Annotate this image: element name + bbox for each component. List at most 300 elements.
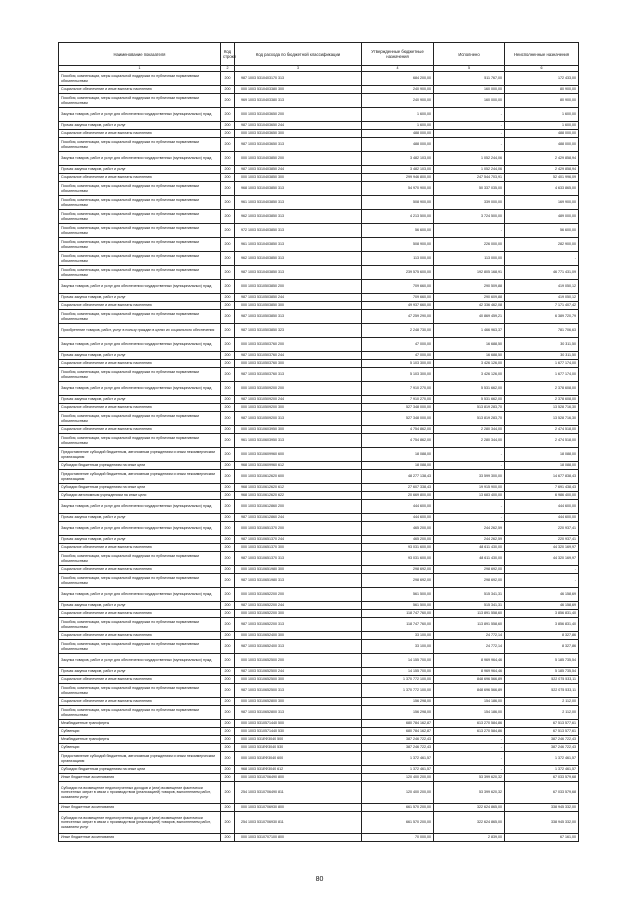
table-row xyxy=(59,766,579,774)
row-approved: 444 600,00 xyxy=(362,500,434,514)
row-unexecuted: 282 900,00 xyxy=(505,238,579,252)
row-line-code: 200 xyxy=(221,610,235,618)
row-executed: 53 399 620,32 xyxy=(434,782,505,804)
row-executed: - xyxy=(434,108,505,122)
row-executed: 244 262,59 xyxy=(434,522,505,536)
row-executed: - xyxy=(434,224,505,238)
row-executed: 16 688,50 xyxy=(434,352,505,360)
table-row xyxy=(59,310,579,324)
row-name: Прочая закупка товаров, работ и услуг xyxy=(59,602,221,610)
row-executed: 3 426 126,00 xyxy=(434,368,505,382)
row-approved: 93 031 600,00 xyxy=(362,544,434,552)
row-line-code: 200 xyxy=(221,294,235,302)
table-row xyxy=(59,302,579,310)
row-executed: 247 544 703,91 xyxy=(434,174,505,182)
row-unexecuted: 2 112,00 xyxy=(505,706,579,720)
row-executed: 5 531 662,00 xyxy=(434,396,505,404)
header-unexecuted: Неисполненные назначения xyxy=(505,43,579,66)
row-classification-code: 987 1003 5310403850 244 xyxy=(235,166,362,174)
row-executed: 42 336 462,08 xyxy=(434,302,505,310)
row-executed: 511 767,00 xyxy=(434,72,505,86)
row-classification-code: 987 1003 5310403850 313 xyxy=(235,266,362,280)
table-row xyxy=(59,462,579,470)
row-name: Социальное обеспечение и иные выплаты населению xyxy=(59,676,221,684)
table-row xyxy=(59,618,579,632)
row-name: Прочая закупка товаров, работ и услуг xyxy=(59,166,221,174)
row-line-code: 200 xyxy=(221,448,235,462)
row-classification-code: 000 1003 531ЕФ3040 500 xyxy=(235,736,362,744)
row-line-code: 200 xyxy=(221,238,235,252)
row-unexecuted: 5 185 735,54 xyxy=(505,668,579,676)
row-approved: 156 298,00 xyxy=(362,706,434,720)
row-unexecuted: 5 185 735,54 xyxy=(505,654,579,668)
row-line-code: 200 xyxy=(221,774,235,782)
table-row xyxy=(59,86,579,94)
row-executed: 290 609,88 xyxy=(434,294,505,302)
row-classification-code: 000 1003 5310706490 800 xyxy=(235,774,362,782)
row-approved: 48 277 138,43 xyxy=(362,470,434,484)
row-executed: 513 819 283,70 xyxy=(434,412,505,426)
row-line-code: 200 xyxy=(221,514,235,522)
row-classification-code: 987 1003 5310652200 244 xyxy=(235,602,362,610)
table-row xyxy=(59,426,579,434)
table-row xyxy=(59,448,579,462)
row-executed: 113 891 558,60 xyxy=(434,610,505,618)
row-approved: 20 669 800,00 xyxy=(362,492,434,500)
row-approved: 14 155 700,00 xyxy=(362,668,434,676)
row-executed: 113 000,00 xyxy=(434,252,505,266)
row-name: Субсидии на возмещение недополученных доходов и (или) возмещение фактически понесенных затрат в связи с производством (реализацией) товаров, выполнением работ, оказанием услуг xyxy=(59,812,221,834)
row-classification-code: 968 1003 5310612620 622 xyxy=(235,492,362,500)
row-executed: - xyxy=(434,130,505,138)
row-executed: 613 270 584,86 xyxy=(434,720,505,728)
row-unexecuted: 67 513 577,61 xyxy=(505,720,579,728)
row-classification-code: 987 1003 5310503760 244 xyxy=(235,352,362,360)
row-classification-code: 000 1003 5310652500 300 xyxy=(235,676,362,684)
row-unexecuted: 30 311,50 xyxy=(505,338,579,352)
row-executed: 24 772,14 xyxy=(434,632,505,640)
row-unexecuted: - xyxy=(505,252,579,266)
row-classification-code: 000 1003 5310652500 200 xyxy=(235,654,362,668)
row-unexecuted: 2 429 858,94 xyxy=(505,166,579,174)
row-name: Пособия, компенсации, меры социальной поддержки по публичным нормативным обязательствам xyxy=(59,224,221,238)
table-row xyxy=(59,396,579,404)
row-classification-code: 000 1003 5310403650 200 xyxy=(235,108,362,122)
row-line-code: 200 xyxy=(221,310,235,324)
row-classification-code: 968 1003 531ЕФ3040 612 xyxy=(235,766,362,774)
table-row xyxy=(59,434,579,448)
row-line-code: 200 xyxy=(221,426,235,434)
row-approved: 488 000,00 xyxy=(362,130,434,138)
row-name: Субсидии бюджетным учреждениям на иные цели xyxy=(59,484,221,492)
row-name: Закупка товаров, работ и услуг для обеспечения государственных (муниципальных) нужд xyxy=(59,500,221,514)
row-approved: 661 570 200,00 xyxy=(362,804,434,812)
row-unexecuted: - xyxy=(505,574,579,588)
row-executed: 13 683 400,00 xyxy=(434,492,505,500)
row-approved: 93 031 600,00 xyxy=(362,552,434,566)
row-name: Приобретение товаров, работ, услуг в пользу граждан в целях их социального обеспечения xyxy=(59,324,221,338)
row-executed: - xyxy=(434,744,505,752)
row-line-code: 200 xyxy=(221,138,235,152)
row-name: Иные бюджетные ассигнования xyxy=(59,774,221,782)
row-approved: 3 482 103,00 xyxy=(362,166,434,174)
row-name: Пособия, компенсации, меры социальной поддержки по публичным нормативным обязательствам xyxy=(59,310,221,324)
row-unexecuted: 6 986 400,00 xyxy=(505,492,579,500)
row-classification-code: 000 1003 5310612860 200 xyxy=(235,500,362,514)
row-approved: 488 000,00 xyxy=(362,138,434,152)
table-row xyxy=(59,130,579,138)
row-unexecuted: 8 327,86 xyxy=(505,632,579,640)
table-row xyxy=(59,470,579,484)
row-unexecuted: 1 600,00 xyxy=(505,108,579,122)
row-approved: 18 088,00 xyxy=(362,462,434,470)
row-name: Пособия, компенсации, меры социальной поддержки по публичным нормативным обязательствам xyxy=(59,684,221,698)
row-approved: 47 000,00 xyxy=(362,352,434,360)
row-line-code: 200 xyxy=(221,252,235,266)
table-row xyxy=(59,266,579,280)
row-executed: 160 000,00 xyxy=(434,86,505,94)
row-executed: 113 891 558,60 xyxy=(434,618,505,632)
column-number: 6 xyxy=(505,66,579,72)
header-row xyxy=(59,43,579,66)
row-unexecuted: 220 937,41 xyxy=(505,536,579,544)
row-approved: 1 372 461,57 xyxy=(362,752,434,766)
row-name: Пособия, компенсации, меры социальной поддержки по публичным нормативным обязательствам xyxy=(59,412,221,426)
row-approved: 156 298,00 xyxy=(362,698,434,706)
row-approved: 661 570 200,00 xyxy=(362,812,434,834)
row-executed: - xyxy=(434,736,505,744)
row-line-code: 200 xyxy=(221,434,235,448)
row-classification-code: 962 1003 5310403850 313 xyxy=(235,210,362,224)
row-name: Закупка товаров, работ и услуг для обеспечения государственных (муниципальных) нужд xyxy=(59,152,221,166)
row-approved: 709 660,00 xyxy=(362,294,434,302)
row-name: Пособия, компенсации, меры социальной поддержки по публичным нормативным обязательствам xyxy=(59,640,221,654)
table-row xyxy=(59,602,579,610)
row-executed: 8 969 964,46 xyxy=(434,654,505,668)
row-name: Иные бюджетные ассигнования xyxy=(59,834,221,842)
row-name: Пособия, компенсации, меры социальной поддержки по публичным нормативным обязательствам xyxy=(59,196,221,210)
row-executed: 2 280 344,00 xyxy=(434,426,505,434)
row-line-code: 200 xyxy=(221,324,235,338)
row-line-code: 200 xyxy=(221,544,235,552)
row-classification-code: 000 1003 5310403650 300 xyxy=(235,130,362,138)
row-name: Пособия, компенсации, меры социальной поддержки по публичным нормативным обязательствам xyxy=(59,238,221,252)
row-executed: 40 869 459,21 xyxy=(434,310,505,324)
row-line-code: 200 xyxy=(221,404,235,412)
row-name: Пособия, компенсации, меры социальной поддержки по публичным нормативным обязательствам xyxy=(59,618,221,632)
table-row xyxy=(59,72,579,86)
row-classification-code: 000 1003 5310509200 300 xyxy=(235,404,362,412)
row-line-code: 200 xyxy=(221,94,235,108)
row-line-code: 200 xyxy=(221,462,235,470)
row-classification-code: 968 1003 5310609960 612 xyxy=(235,462,362,470)
row-name: Пособия, компенсации, меры социальной поддержки по публичным нормативным обязательствам xyxy=(59,138,221,152)
row-executed: 298 692,00 xyxy=(434,566,505,574)
row-classification-code: 961 1003 5310403850 313 xyxy=(235,196,362,210)
row-executed: - xyxy=(434,766,505,774)
row-line-code: 200 xyxy=(221,174,235,182)
row-executed: 1 466 963,37 xyxy=(434,324,505,338)
table-row xyxy=(59,492,579,500)
row-approved: 239 575 600,00 xyxy=(362,266,434,280)
row-classification-code: 987 1003 5310612860 244 xyxy=(235,514,362,522)
row-executed: 8 969 964,46 xyxy=(434,668,505,676)
row-approved: 7 910 270,00 xyxy=(362,382,434,396)
row-name: Пособия, компенсации, меры социальной поддержки по публичным нормативным обязательствам xyxy=(59,252,221,266)
row-classification-code: 000 1003 5310652400 300 xyxy=(235,632,362,640)
column-number: 5 xyxy=(434,66,505,72)
row-name: Социальное обеспечение и иные выплаты населению xyxy=(59,302,221,310)
row-line-code: 200 xyxy=(221,640,235,654)
row-line-code: 200 xyxy=(221,566,235,574)
row-line-code: 200 xyxy=(221,752,235,766)
row-approved: 561 500,00 xyxy=(362,588,434,602)
row-classification-code: 000 1003 5310707100 800 xyxy=(235,834,362,842)
header-approved: Утвержденные бюджетные назначения xyxy=(362,43,434,66)
column-number: 1 xyxy=(59,66,221,72)
row-classification-code: 987 1003 5310509200 244 xyxy=(235,396,362,404)
table-row xyxy=(59,812,579,834)
row-approved: 527 348 000,00 xyxy=(362,404,434,412)
row-name: Иные бюджетные ассигнования xyxy=(59,804,221,812)
row-approved: 1 370 772 100,00 xyxy=(362,676,434,684)
row-approved: 561 500,00 xyxy=(362,602,434,610)
row-executed: 3 426 126,00 xyxy=(434,360,505,368)
row-line-code: 200 xyxy=(221,166,235,174)
table-row xyxy=(59,668,579,676)
row-unexecuted: 46 158,69 xyxy=(505,588,579,602)
row-unexecuted: 488 000,00 xyxy=(505,138,579,152)
table-row xyxy=(59,698,579,706)
row-approved: 56 600,00 xyxy=(362,224,434,238)
row-line-code: 200 xyxy=(221,684,235,698)
row-line-code: 200 xyxy=(221,698,235,706)
row-line-code: 200 xyxy=(221,552,235,566)
row-line-code: 200 xyxy=(221,182,235,196)
row-unexecuted: 1 677 174,00 xyxy=(505,368,579,382)
row-approved: 299 946 800,00 xyxy=(362,174,434,182)
row-line-code: 200 xyxy=(221,224,235,238)
row-approved: 4 754 862,00 xyxy=(362,434,434,448)
row-line-code: 200 xyxy=(221,360,235,368)
row-approved: 4 754 862,00 xyxy=(362,426,434,434)
row-approved: 444 600,00 xyxy=(362,514,434,522)
row-name: Субсидии на возмещение недополученных доходов и (или) возмещение фактически понесенных затрат в связи с производством (реализацией) товаров, выполнением работ, оказанием услуг xyxy=(59,782,221,804)
row-line-code: 200 xyxy=(221,210,235,224)
row-executed: 5 531 662,00 xyxy=(434,382,505,396)
row-name: Предоставление субсидий бюджетным, автономным учреждениям и иным некоммерческим организациям xyxy=(59,752,221,766)
row-name: Пособия, компенсации, меры социальной поддержки по публичным нормативным обязательствам xyxy=(59,210,221,224)
table-row xyxy=(59,588,579,602)
row-classification-code: 000 1003 5310652200 300 xyxy=(235,610,362,618)
table-row xyxy=(59,720,579,728)
row-name: Социальное обеспечение и иные выплаты населению xyxy=(59,610,221,618)
table-row xyxy=(59,174,579,182)
row-name: Социальное обеспечение и иные выплаты населению xyxy=(59,174,221,182)
table-row xyxy=(59,610,579,618)
row-unexecuted: 44 320 169,97 xyxy=(505,544,579,552)
row-approved: 2 248 730,00 xyxy=(362,324,434,338)
row-unexecuted: 4 633 865,00 xyxy=(505,182,579,196)
table-row xyxy=(59,404,579,412)
row-line-code: 200 xyxy=(221,352,235,360)
row-name: Предоставление субсидий бюджетным, автономным учреждениям и иным некоммерческим организациям xyxy=(59,470,221,484)
column-number: 2 xyxy=(221,66,235,72)
table-row xyxy=(59,782,579,804)
row-name: Пособия, компенсации, меры социальной поддержки по публичным нормативным обязательствам xyxy=(59,94,221,108)
table-row xyxy=(59,352,579,360)
row-classification-code: 987 1003 5310503850 313 xyxy=(235,310,362,324)
table-row xyxy=(59,412,579,426)
row-line-code: 200 xyxy=(221,280,235,294)
row-approved: 27 607 338,43 xyxy=(362,484,434,492)
row-line-code: 200 xyxy=(221,720,235,728)
row-executed: 48 611 430,00 xyxy=(434,552,505,566)
table-row xyxy=(59,294,579,302)
row-classification-code: 987 1003 5310403170 313 xyxy=(235,72,362,86)
row-unexecuted: 7 691 438,43 xyxy=(505,484,579,492)
row-unexecuted: 2 378 608,00 xyxy=(505,382,579,396)
row-unexecuted: 1 372 461,57 xyxy=(505,752,579,766)
row-approved: 33 100,00 xyxy=(362,632,434,640)
row-approved: 298 692,00 xyxy=(362,574,434,588)
budget-execution-table xyxy=(58,42,579,842)
row-name: Социальное обеспечение и иные выплаты населению xyxy=(59,544,221,552)
row-classification-code: 987 1003 5310651370 313 xyxy=(235,552,362,566)
row-line-code: 200 xyxy=(221,86,235,94)
row-line-code: 200 xyxy=(221,338,235,352)
row-unexecuted: 172 433,00 xyxy=(505,72,579,86)
column-number: 4 xyxy=(362,66,434,72)
table-row xyxy=(59,138,579,152)
row-approved: 240 900,00 xyxy=(362,86,434,94)
table-row xyxy=(59,566,579,574)
row-approved: 33 100,00 xyxy=(362,640,434,654)
row-approved: 1 600,00 xyxy=(362,108,434,122)
row-classification-code: 987 1003 5310652200 313 xyxy=(235,618,362,632)
row-name: Субвенции xyxy=(59,744,221,752)
row-unexecuted: 67 033 579,68 xyxy=(505,782,579,804)
row-executed: 2 280 344,00 xyxy=(434,434,505,448)
row-executed: 154 186,00 xyxy=(434,698,505,706)
row-classification-code: 987 1003 5310509200 313 xyxy=(235,412,362,426)
row-executed: 1 052 244,06 xyxy=(434,152,505,166)
row-name: Прочая закупка товаров, работ и услуг xyxy=(59,668,221,676)
row-line-code: 200 xyxy=(221,736,235,744)
table-row xyxy=(59,368,579,382)
row-classification-code: 000 1003 5310652200 200 xyxy=(235,588,362,602)
row-classification-code: 962 1003 5310403850 313 xyxy=(235,252,362,266)
header-classification-code: Код расхода по бюджетной классификации xyxy=(235,43,362,66)
row-executed: - xyxy=(434,448,505,462)
row-approved: 387 246 722,43 xyxy=(362,736,434,744)
row-line-code: 200 xyxy=(221,834,235,842)
row-classification-code: 000 1003 5310706930 800 xyxy=(235,804,362,812)
row-name: Пособия, компенсации, меры социальной поддержки по публичным нормативным обязательствам xyxy=(59,368,221,382)
row-executed: - xyxy=(434,752,505,766)
row-name: Прочая закупка товаров, работ и услуг xyxy=(59,122,221,130)
row-name: Пособия, компенсации, меры социальной поддержки по публичным нормативным обязательствам xyxy=(59,72,221,86)
row-classification-code: 000 1003 5310571440 500 xyxy=(235,720,362,728)
row-executed: 154 186,00 xyxy=(434,706,505,720)
row-name: Закупка товаров, работ и услуг для обеспечения государственных (муниципальных) нужд xyxy=(59,382,221,396)
row-line-code: 200 xyxy=(221,196,235,210)
row-line-code: 200 xyxy=(221,396,235,404)
row-approved: 508 900,00 xyxy=(362,196,434,210)
row-line-code: 200 xyxy=(221,470,235,484)
row-approved: 508 900,00 xyxy=(362,238,434,252)
row-classification-code: 987 1003 5310652500 244 xyxy=(235,668,362,676)
table-row xyxy=(59,774,579,782)
row-classification-code: 000 1003 5310652800 300 xyxy=(235,698,362,706)
row-name: Субвенции xyxy=(59,728,221,736)
row-unexecuted: 6 389 720,79 xyxy=(505,310,579,324)
row-unexecuted: 46 771 431,09 xyxy=(505,266,579,280)
row-unexecuted: 7 171 407,42 xyxy=(505,302,579,310)
row-classification-code: 000 1003 5310403850 200 xyxy=(235,152,362,166)
row-approved: 49 937 660,00 xyxy=(362,302,434,310)
row-line-code: 200 xyxy=(221,618,235,632)
header-name: Наименование показателя xyxy=(59,43,221,66)
row-executed: - xyxy=(434,462,505,470)
row-unexecuted: 80 900,00 xyxy=(505,86,579,94)
row-line-code: 200 xyxy=(221,602,235,610)
row-executed: 48 611 430,00 xyxy=(434,544,505,552)
row-line-code: 200 xyxy=(221,412,235,426)
row-name: Прочая закупка товаров, работ и услуг xyxy=(59,536,221,544)
row-executed: 160 000,00 xyxy=(434,94,505,108)
row-unexecuted: 67 513 577,61 xyxy=(505,728,579,736)
row-approved: 70 000,00 xyxy=(362,834,434,842)
row-name: Пособия, компенсации, меры социальной поддержки по публичным нормативным обязательствам xyxy=(59,706,221,720)
row-executed: 19 915 900,00 xyxy=(434,484,505,492)
row-approved: 113 000,00 xyxy=(362,252,434,266)
table-row xyxy=(59,108,579,122)
row-approved: 240 900,00 xyxy=(362,94,434,108)
row-name: Пособия, компенсации, меры социальной поддержки по публичным нормативным обязательствам xyxy=(59,266,221,280)
row-approved: 1 600,00 xyxy=(362,122,434,130)
row-name: Закупка товаров, работ и услуг для обеспечения государственных (муниципальных) нужд xyxy=(59,588,221,602)
row-name: Закупка товаров, работ и услуг для обеспечения государственных (муниципальных) нужд xyxy=(59,108,221,122)
row-unexecuted: 8 327,86 xyxy=(505,640,579,654)
row-line-code: 200 xyxy=(221,522,235,536)
row-unexecuted: 18 088,00 xyxy=(505,448,579,462)
row-executed: 192 805 168,91 xyxy=(434,266,505,280)
row-approved: 680 784 162,87 xyxy=(362,720,434,728)
row-executed: 2 839,00 xyxy=(434,834,505,842)
table-row xyxy=(59,484,579,492)
row-unexecuted: 1 372 461,57 xyxy=(505,766,579,774)
row-executed: 848 696 566,89 xyxy=(434,684,505,698)
row-unexecuted: 14 677 838,43 xyxy=(505,470,579,484)
row-name: Социальное обеспечение и иные выплаты населению xyxy=(59,698,221,706)
row-name: Закупка товаров, работ и услуг для обеспечения государственных (муниципальных) нужд xyxy=(59,280,221,294)
row-classification-code: 987 1003 5310503850 323 xyxy=(235,324,362,338)
row-line-code: 200 xyxy=(221,706,235,720)
row-classification-code: 254 1003 5310706490 811 xyxy=(235,782,362,804)
table-row xyxy=(59,182,579,196)
row-classification-code: 000 1003 5310509200 200 xyxy=(235,382,362,396)
table-row xyxy=(59,196,579,210)
table-row xyxy=(59,744,579,752)
row-unexecuted: 522 075 533,11 xyxy=(505,676,579,684)
row-name: Пособия, компенсации, меры социальной поддержки по публичным нормативным обязательствам xyxy=(59,182,221,196)
row-executed: - xyxy=(434,500,505,514)
row-approved: 465 200,00 xyxy=(362,536,434,544)
row-unexecuted: 2 429 858,94 xyxy=(505,152,579,166)
row-name: Закупка товаров, работ и услуг для обеспечения государственных (муниципальных) нужд xyxy=(59,654,221,668)
row-unexecuted: 488 000,00 xyxy=(505,130,579,138)
